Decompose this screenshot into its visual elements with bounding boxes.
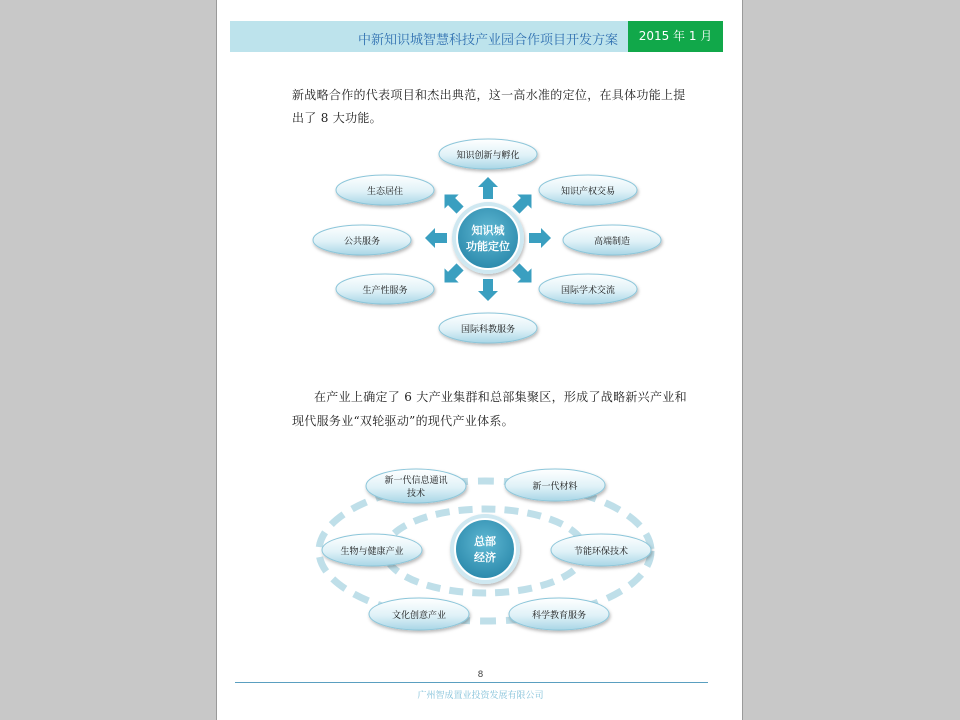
function-node — [439, 313, 537, 343]
footer-divider — [235, 682, 708, 683]
function-diagram — [313, 139, 661, 343]
function-node — [313, 225, 411, 255]
diagrams-canvas — [217, 0, 744, 720]
arrow-right-icon — [529, 228, 551, 248]
function-center-circle — [457, 207, 519, 269]
industry-node — [505, 469, 605, 501]
function-node — [336, 274, 434, 304]
paragraph-1-line-2: 出了 8 大功能。 — [292, 111, 382, 125]
header-date-badge: 2015 年 1 月 — [628, 21, 723, 52]
industry-diagram — [319, 469, 651, 630]
paragraph-2-line-2: 现代服务业“双轮驱动”的现代产业体系。 — [292, 414, 514, 428]
header-title: 中新知识城智慧科技产业园合作项目开发方案 — [357, 33, 618, 48]
page-number: 8 — [477, 670, 484, 680]
paragraph-2-line-1: 在产业上确定了 6 大产业集群和总部集聚区，形成了战略新兴产业和 — [314, 390, 687, 404]
industry-node — [551, 534, 651, 566]
industry-center-circle — [455, 519, 515, 579]
function-node-label: 高端制造 — [593, 237, 631, 247]
function-node-label: 国际学术交流 — [560, 286, 616, 296]
industry-node-label: 生物与健康产业 — [340, 547, 404, 557]
industry-node-label-line2: 技术 — [406, 489, 426, 499]
industry-node-label: 科学教育服务 — [531, 611, 587, 621]
function-node-label: 生态居住 — [366, 187, 404, 197]
function-node — [539, 274, 637, 304]
industry-center-label-2: 经济 — [474, 551, 496, 564]
function-node-label: 知识创新与孵化 — [456, 151, 520, 161]
function-node-label: 知识产权交易 — [560, 187, 616, 197]
function-node — [336, 175, 434, 205]
function-node — [563, 225, 661, 255]
industry-node — [322, 534, 422, 566]
industry-node-label: 节能环保技术 — [573, 547, 629, 557]
arrow-up-icon — [478, 177, 498, 199]
industry-node-label: 文化创意产业 — [391, 611, 447, 621]
function-node-label: 公共服务 — [343, 237, 381, 247]
function-node-label: 生产性服务 — [362, 286, 408, 296]
industry-node-label: 新一代材料 — [532, 482, 578, 492]
arrow-down-right-icon — [509, 260, 539, 290]
function-node — [439, 139, 537, 169]
function-center-label-1: 知识城 — [471, 224, 505, 237]
industry-node — [509, 598, 609, 630]
arrow-down-left-icon — [437, 260, 467, 290]
industry-node — [366, 469, 466, 503]
footer-company: 广州智成置业投资发展有限公司 — [417, 691, 544, 701]
document-page — [216, 0, 743, 720]
function-node — [539, 175, 637, 205]
function-center-label-2: 功能定位 — [466, 240, 510, 253]
industry-node-label: 新一代信息通讯 — [384, 476, 448, 486]
industry-node — [369, 598, 469, 630]
function-node-label: 国际科教服务 — [460, 325, 516, 335]
paragraph-1-line-1: 新战略合作的代表项目和杰出典范，这一高水准的定位，在具体功能上提 — [292, 88, 686, 102]
arrow-down-icon — [478, 279, 498, 301]
industry-center-label-1: 总部 — [474, 535, 496, 548]
arrow-left-icon — [425, 228, 447, 248]
